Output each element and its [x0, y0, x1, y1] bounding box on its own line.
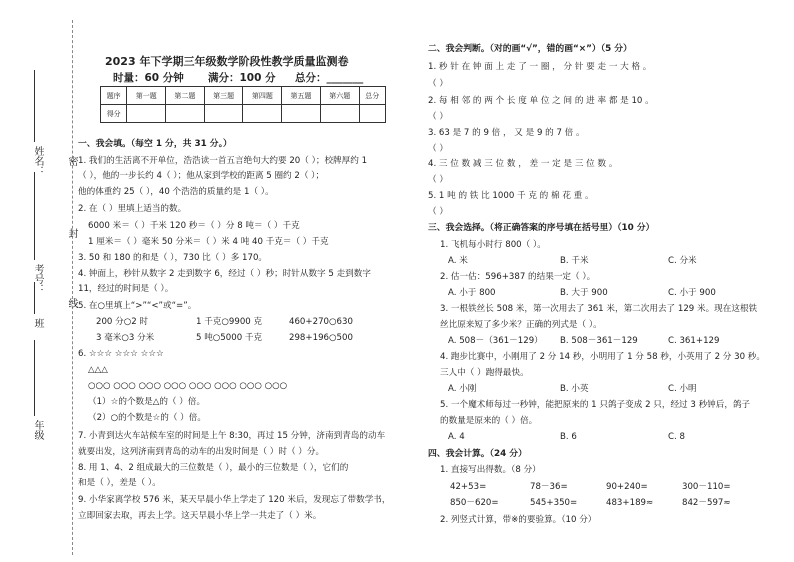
q6-triangles: △△△: [88, 365, 108, 375]
score-table: [100, 86, 386, 123]
score-cell: 题序: [101, 87, 127, 105]
score-blank: [282, 105, 321, 123]
choice-option: B. 小英: [560, 384, 589, 394]
judge-2-bracket: （ ）: [428, 112, 448, 122]
choice-option: A. 508－（361－129）: [448, 336, 543, 346]
calc-item: 842－597≈: [682, 498, 731, 508]
judge-1: 1. 秒 针 在 钟 面 上 走 了 一 圈 ， 分 针 要 走 一 大 格 。: [428, 62, 652, 72]
calc-item: 300－110=: [682, 482, 731, 492]
choice-3-line-2: 丝比原来短了多少米？正确的列式是（ ）。: [440, 320, 602, 330]
calc-item: 483+189≈: [606, 498, 654, 508]
q4-line-2: 11，经过的时间是（ ）。: [78, 284, 174, 294]
judge-5-bracket: （ ）: [428, 207, 448, 217]
q2-heading: 2. 在（ ）里填上适当的数。: [78, 204, 187, 214]
choice-5-line-1: 5. 一个魔术师每过一秒钟，能把原来的 1 只鸽子变成 2 只，经过 3 秒钟后，鸽子: [440, 400, 751, 410]
q6-circles: ○○○ ○○○ ○○○ ○○○ ○○○ ○○○ ○○○ ○○○: [88, 381, 288, 391]
q6-stars: 6. ☆☆☆ ☆☆☆ ☆☆☆: [78, 349, 164, 359]
q6-sub-2: （2）○的个数是☆的（ ）倍。: [88, 413, 206, 423]
calc-item: 78－36=: [530, 482, 568, 492]
choice-option: B. 大于 900: [560, 288, 608, 298]
choice-option: C. 8: [668, 432, 685, 442]
choice-5-line-2: 的数量是原来的（ ）倍。: [440, 416, 538, 426]
choice-option: C. 小明: [668, 384, 697, 394]
q5-item: 3 毫米○3 分米: [96, 333, 155, 343]
calc-2-heading: 2. 列竖式计算，带※的要验算。（10 分）: [440, 515, 597, 525]
score-cell: 得分: [101, 105, 127, 123]
judge-4-bracket: （ ）: [428, 175, 448, 185]
section-3-heading: 三、我会选择。（将正确答案的序号填在括号里）（10 分）: [428, 223, 655, 233]
choice-option: B. 6: [560, 432, 577, 442]
seal-char-feng: 封: [66, 228, 77, 238]
full-score: 满分：100 分: [208, 72, 276, 84]
name-label: 姓名：: [32, 146, 43, 176]
q5-item: 298+196○500: [289, 333, 353, 343]
score-blank: [204, 105, 243, 123]
seal-char-xian: 线: [66, 298, 77, 308]
score-blank: [243, 105, 282, 123]
choice-4-line-2: 三人中（ ）跑得最快。: [440, 368, 529, 378]
exam-title: 2023 年下学期三年级数学阶段性教学质量监测卷: [105, 55, 349, 68]
score-blank: [320, 105, 359, 123]
binding-dashed-line: [72, 20, 73, 555]
q4-line-1: 4. 钟面上，秒针从数字 2 走到数字 6，经过（ ）秒；时针从数字 5 走到数字: [78, 269, 371, 279]
score-cell: 第五题: [282, 87, 321, 105]
total-score: 总分：_______: [295, 72, 364, 84]
seal-char-mi: 密: [66, 156, 77, 166]
q7-line-2: 就要出发，这列济南到青岛的动车的出发时间是（ ）时（ ）分。: [78, 447, 325, 457]
choice-option: C. 361+129: [668, 336, 720, 346]
choice-4-line-1: 4. 跑步比赛中，小刚用了 2 分 14 秒，小明用了 1 分 58 秒，小英用了 2 分 30 秒。: [440, 352, 765, 362]
name-blank-line: [34, 70, 35, 142]
choice-option: A. 小于 800: [448, 288, 496, 298]
score-cell: 第六题: [320, 87, 359, 105]
time-limit: 时量：60 分钟: [113, 72, 184, 84]
judge-2: 2. 每 相 邻 的 两 个 长 度 单 位 之 间 的 进 率 都 是 10 。: [428, 96, 654, 106]
calc-item: 545+350=: [530, 498, 578, 508]
score-cell: 总分: [359, 87, 385, 105]
judge-3-bracket: （ ）: [428, 144, 448, 154]
section-4-heading: 四、我会计算。（24 分）: [428, 449, 527, 459]
score-blank: [359, 105, 385, 123]
judge-5: 5. 1 吨 的 铁 比 1000 千 克 的 棉 花 重 。: [428, 191, 594, 201]
q5-item: 1 千克○9900 克: [196, 317, 263, 327]
q5-heading: 5. 在○里填上“>”“<”或“=”。: [78, 301, 197, 311]
class-label: 班: [32, 318, 43, 328]
score-blank: [166, 105, 205, 123]
choice-option: B. 千米: [560, 256, 589, 266]
q3: 3. 50 和 180 的和是（ ），730 比（ ）多 170。: [78, 253, 268, 263]
choice-2: 2. 估一估：596+387 的结果一定（ ）。: [440, 272, 596, 282]
section-1-heading: 一、我会填。（每空 1 分，共 31 分。）: [78, 139, 232, 149]
q8-line-2: 和是（ ），差是（ ）。: [78, 478, 161, 488]
q5-item: 5 吨○5000 千克: [196, 333, 263, 343]
q1-line-2: （ ），他的一步长约 4（ ）；他从家到学校的距离 5 圈约 2（ ）；: [78, 171, 325, 181]
score-cell: 第三题: [204, 87, 243, 105]
choice-option: A. 4: [448, 432, 465, 442]
q6-sub-1: （1）☆的个数是△的（ ）倍。: [88, 397, 206, 407]
choice-option: A. 小刚: [448, 384, 477, 394]
judge-1-bracket: （ ）: [428, 79, 448, 89]
q2-line-1: 6000 米＝（ ）千米 120 秒＝（ ）分 8 吨＝（ ）千克: [88, 221, 300, 231]
choice-option: A. 米: [448, 256, 468, 266]
q9-line-2: 立即回家去取，再去上学。这天早晨小华上学一共走了（ ）米。: [78, 511, 322, 521]
score-cell: 第一题: [127, 87, 166, 105]
q1-line-1: 1. 我们的生活离不开单位，浩浩读一首五言绝句大约要 20（ ）；校牌厚约 1: [78, 156, 368, 166]
calc-item: 90+240=: [606, 482, 648, 492]
exam-number-label: 考号：: [32, 264, 43, 294]
grade-label: 年级: [32, 420, 43, 440]
q5-item: 200 分○2 时: [96, 317, 149, 327]
calc-1-heading: 1. 直接写出得数。（8 分）: [440, 465, 541, 475]
q1-line-3: 他的体重约 25（ ），40 个浩浩的质量约是 1（ ）。: [78, 187, 274, 197]
exam-number-blank-line: [34, 172, 35, 260]
q5-item: 460+270○630: [289, 317, 353, 327]
judge-3: 3. 63 是 7 的 9 倍 ， 又 是 9 的 7 倍 。: [428, 128, 585, 138]
choice-option: B. 508－361－129: [560, 336, 638, 346]
choice-option: C. 小于 900: [668, 288, 716, 298]
section-2-heading: 二、我会判断。（对的画“√”，错的画“×”）（5 分）: [428, 44, 632, 54]
class-blank-line: [34, 282, 35, 314]
q9-line-1: 9. 小华家离学校 576 米，某天早晨小华上学走了 120 米后，发现忘了带数学书，: [78, 495, 391, 505]
choice-3-line-1: 3. 一根铁丝长 508 米，第一次用去了 361 米，第二次用去了 129 米。现在这根铁: [440, 304, 758, 314]
score-blank: [127, 105, 166, 123]
calc-item: 850－620=: [450, 498, 499, 508]
score-cell: 第二题: [166, 87, 205, 105]
judge-4: 4. 三 位 数 减 三 位 数 ， 差 一 定 是 三 位 数 。: [428, 159, 618, 169]
q2-line-2: 1 厘米＝（ ）毫米 50 分米＝（ ）米 4 吨 40 千克＝（ ）千克: [88, 237, 329, 247]
calc-item: 42+53=: [450, 482, 487, 492]
grade-blank-line: [34, 340, 35, 416]
q8-line-1: 8. 用 1、4、2 组成最大的三位数是（ ），最小的三位数是（ ），它们的: [78, 463, 349, 473]
choice-option: C. 分米: [668, 256, 697, 266]
score-cell: 第四题: [243, 87, 282, 105]
q7-line-1: 7. 小青到达火车站候车室的时间是上午 8:30，再过 15 分钟，济南到青岛的动车: [78, 431, 386, 441]
choice-1: 1. 飞机每小时行 800（ ）。: [440, 240, 546, 250]
